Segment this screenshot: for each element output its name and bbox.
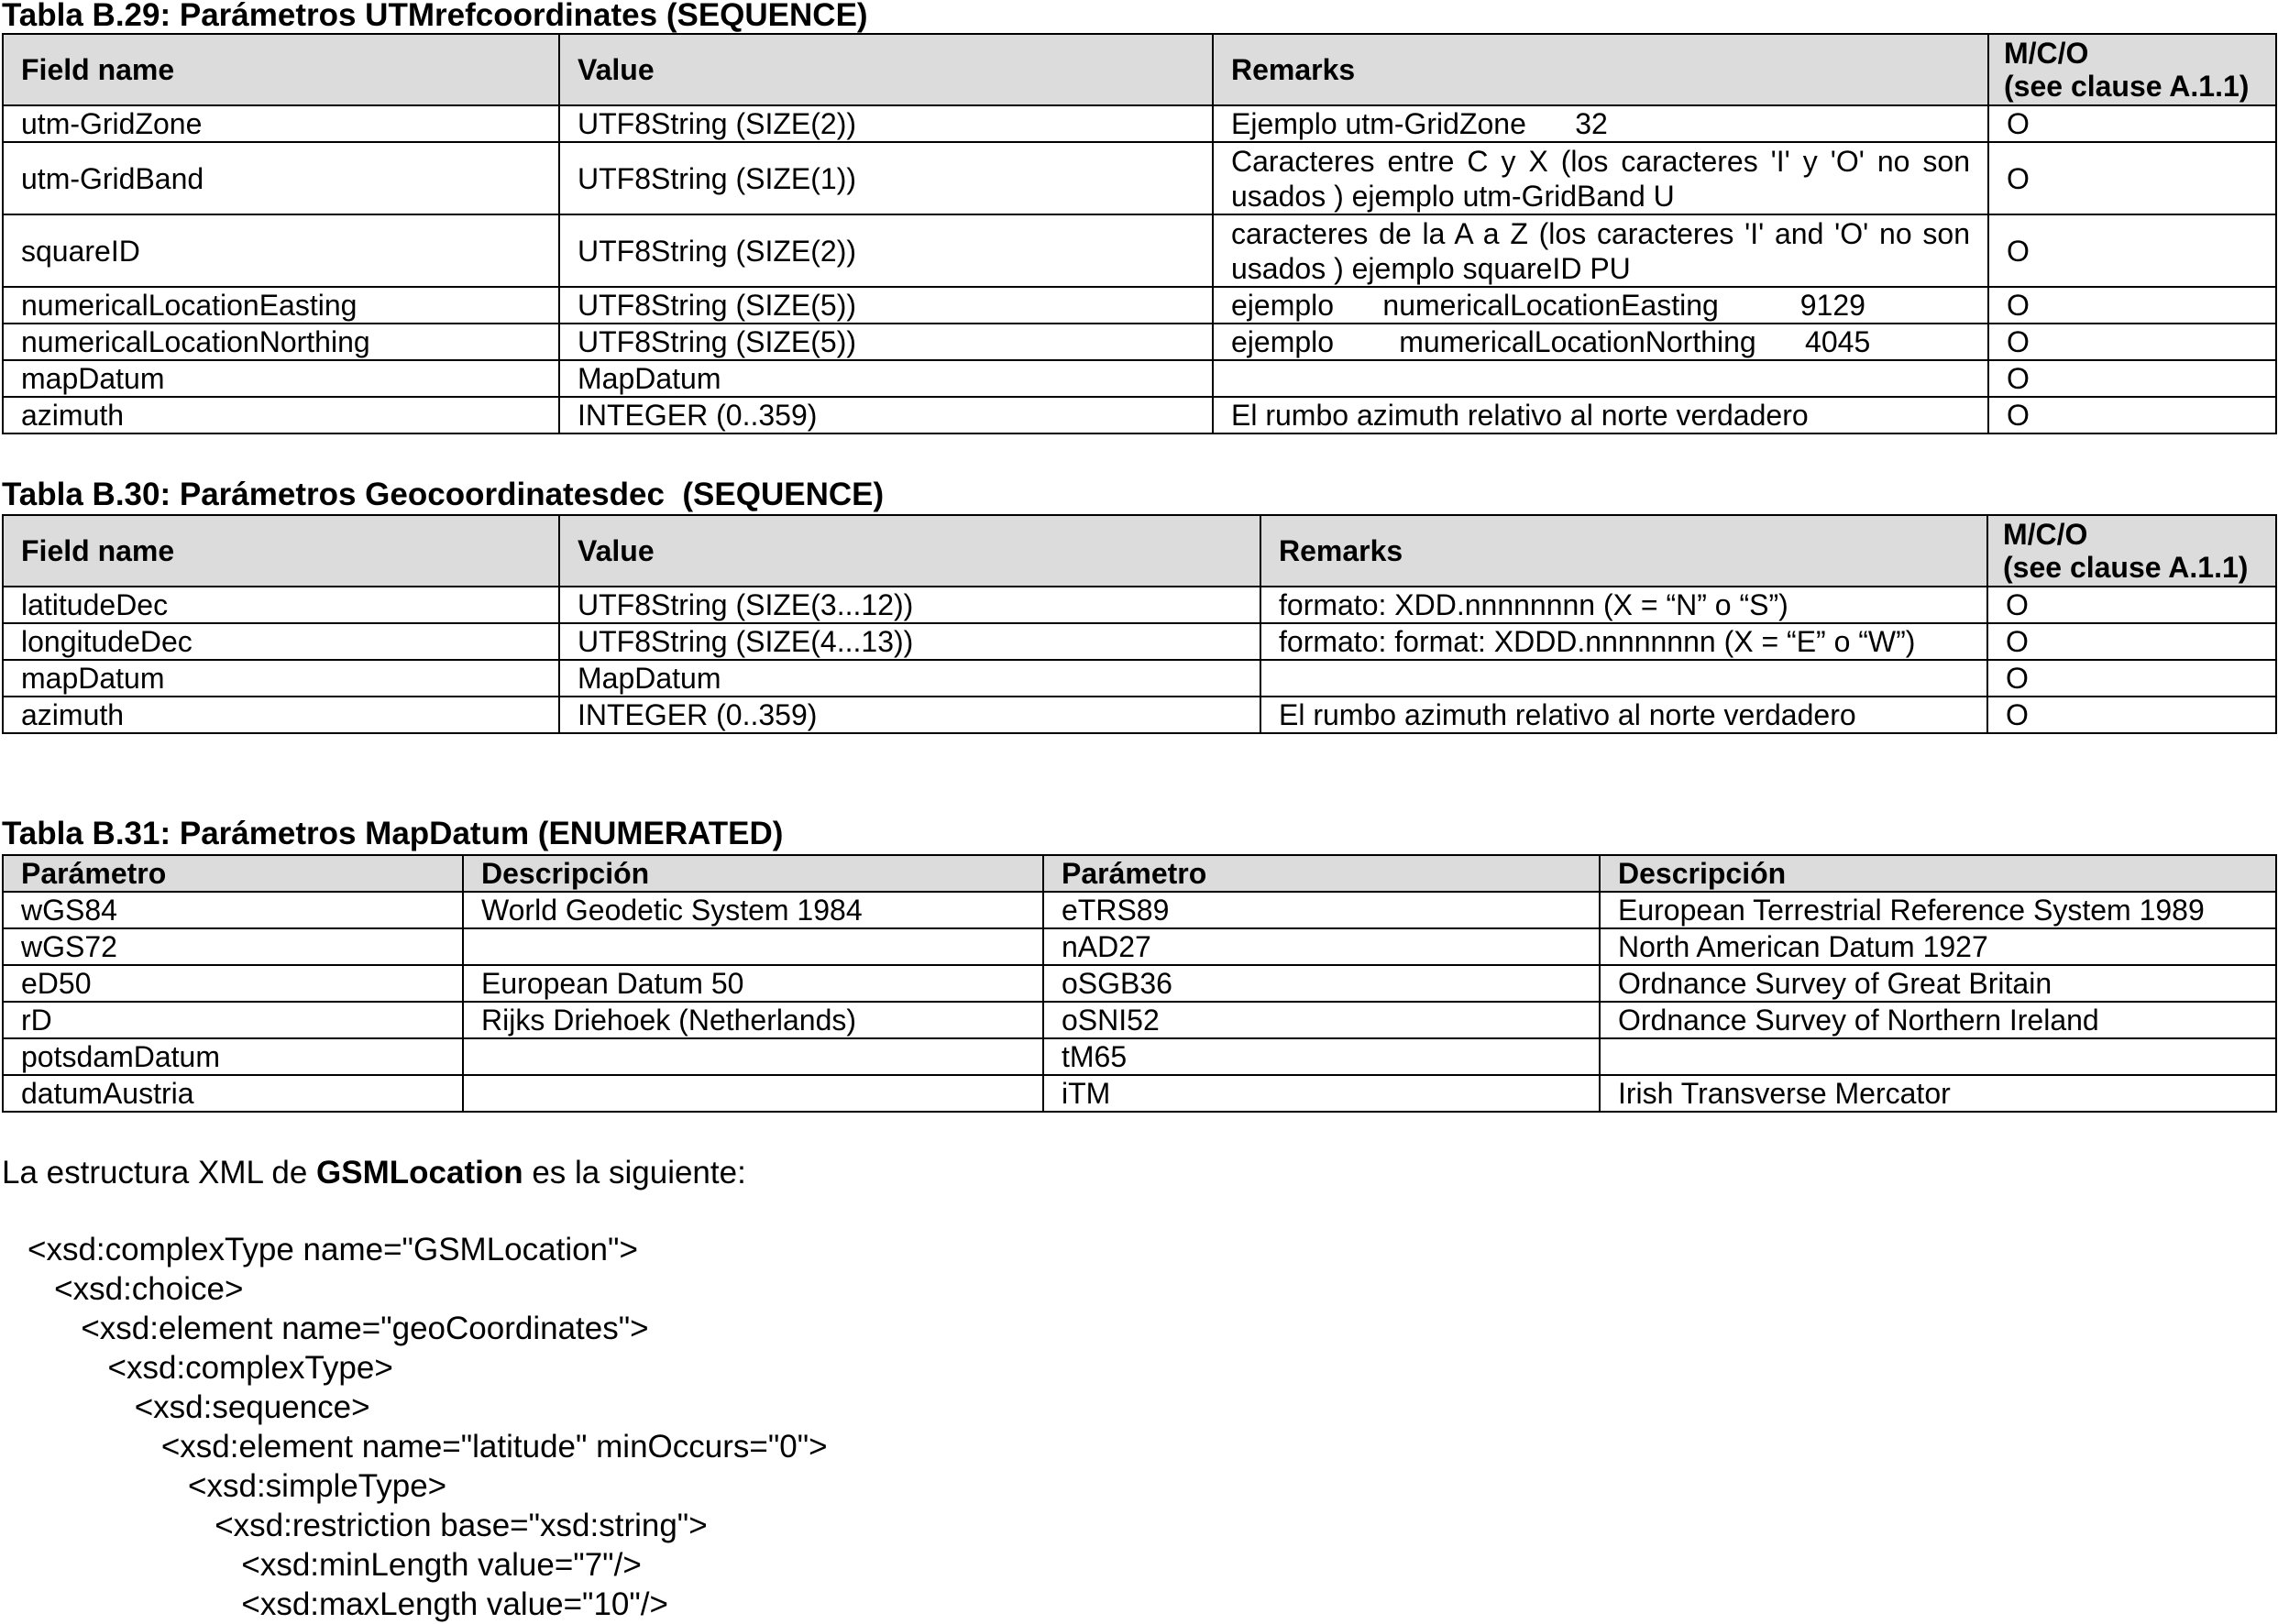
table-row	[3, 360, 2276, 397]
remarks-cell	[1213, 360, 1988, 397]
table-b30-caption: Tabla B.30: Parámetros Geocoordinatesdec (SEQUENCE)	[2, 477, 885, 512]
remarks-cell: caracteres de la A a Z (los caracteres 'I' and 'O' no son usados ) ejemplo squareID PU	[1213, 214, 1988, 287]
table-header-row	[3, 34, 2276, 105]
remarks-cell: ejemplo mumericalLocationNorthing 4045	[1213, 324, 1988, 360]
value-cell: UTF8String (SIZE(5))	[559, 287, 1213, 324]
column-header: Descripción	[1600, 855, 2276, 892]
field-name-cell: azimuth	[3, 697, 559, 733]
mco-cell: O	[1988, 214, 2276, 287]
value-cell: UTF8String (SIZE(2))	[559, 214, 1213, 287]
column-header: Parámetro	[3, 855, 463, 892]
table-b29	[2, 33, 2277, 434]
field-name-cell: longitudeDec	[3, 623, 559, 660]
mco-cell: O	[1987, 587, 2276, 623]
parameter-cell: oSNI52	[1043, 1002, 1600, 1038]
field-name-cell: numericalLocationEasting	[3, 287, 559, 324]
table-row	[3, 697, 2276, 733]
description-cell	[463, 1075, 1043, 1112]
table-row	[3, 587, 2276, 623]
mco-cell: O	[1987, 623, 2276, 660]
column-header: Value	[559, 515, 1260, 587]
parameter-cell: eTRS89	[1043, 892, 1600, 928]
code-line: <xsd:minLength value="7"/>	[28, 1547, 642, 1583]
xml-intro-paragraph	[2, 1155, 746, 1191]
remarks-cell	[1260, 660, 1987, 697]
value-cell: UTF8String (SIZE(5))	[559, 324, 1213, 360]
value-cell: UTF8String (SIZE(1))	[559, 142, 1213, 214]
value-cell: MapDatum	[559, 660, 1260, 697]
column-header: Descripción	[463, 855, 1043, 892]
value-cell: MapDatum	[559, 360, 1213, 397]
remarks-cell: El rumbo azimuth relativo al norte verdadero	[1213, 397, 1988, 433]
column-header: M/C/O (see clause A.1.1)	[1988, 34, 2276, 105]
intro-text: La estructura XML de	[2, 1155, 317, 1191]
value-cell: UTF8String (SIZE(4...13))	[559, 623, 1260, 660]
mco-cell: O	[1987, 697, 2276, 733]
code-line: <xsd:restriction base="xsd:string">	[28, 1508, 708, 1543]
column-header: Remarks	[1213, 34, 1988, 105]
remarks-cell: El rumbo azimuth relativo al norte verdadero	[1260, 697, 1987, 733]
table-b31-caption: Tabla B.31: Parámetros MapDatum (ENUMERATED)	[2, 816, 784, 851]
column-header: Field name	[3, 515, 559, 587]
column-header: Parámetro	[1043, 855, 1600, 892]
value-cell: UTF8String (SIZE(2))	[559, 105, 1213, 142]
table-row	[3, 660, 2276, 697]
table-header-row	[3, 855, 2276, 892]
intro-text: es la siguiente:	[523, 1155, 746, 1191]
description-cell	[463, 928, 1043, 965]
table-row	[3, 324, 2276, 360]
mco-cell: O	[1988, 105, 2276, 142]
column-header: Value	[559, 34, 1213, 105]
remarks-cell: formato: XDD.nnnnnnnn (X = “N” o “S”)	[1260, 587, 1987, 623]
code-line: <xsd:simpleType>	[28, 1468, 447, 1504]
column-header: Remarks	[1260, 515, 1987, 587]
table-row	[3, 928, 2276, 965]
code-line: <xsd:sequence>	[28, 1389, 370, 1425]
parameter-cell: wGS72	[3, 928, 463, 965]
table-row	[3, 892, 2276, 928]
description-cell	[1600, 1038, 2276, 1075]
table-row	[3, 287, 2276, 324]
field-name-cell: numericalLocationNorthing	[3, 324, 559, 360]
table-row	[3, 397, 2276, 433]
table-row	[3, 105, 2276, 142]
field-name-cell: mapDatum	[3, 660, 559, 697]
field-name-cell: azimuth	[3, 397, 559, 433]
description-cell	[463, 1038, 1043, 1075]
mco-cell: O	[1988, 287, 2276, 324]
parameter-cell: oSGB36	[1043, 965, 1600, 1002]
field-name-cell: mapDatum	[3, 360, 559, 397]
field-name-cell: squareID	[3, 214, 559, 287]
parameter-cell: eD50	[3, 965, 463, 1002]
table-row	[3, 623, 2276, 660]
parameter-cell: potsdamDatum	[3, 1038, 463, 1075]
code-line: <xsd:element name="geoCoordinates">	[28, 1311, 649, 1346]
table-row	[3, 1075, 2276, 1112]
parameter-cell: tM65	[1043, 1038, 1600, 1075]
column-header: Field name	[3, 34, 559, 105]
mco-cell: O	[1988, 324, 2276, 360]
table-row	[3, 214, 2276, 287]
column-header: M/C/O (see clause A.1.1)	[1987, 515, 2276, 587]
value-cell: INTEGER (0..359)	[559, 697, 1260, 733]
table-row	[3, 1038, 2276, 1075]
field-name-cell: latitudeDec	[3, 587, 559, 623]
table-row	[3, 142, 2276, 214]
remarks-cell: Ejemplo utm-GridZone 32	[1213, 105, 1988, 142]
parameter-cell: rD	[3, 1002, 463, 1038]
table-b29-caption: Tabla B.29: Parámetros UTMrefcoordinates (SEQUENCE)	[2, 0, 868, 33]
table-b31	[2, 854, 2277, 1113]
table-row	[3, 965, 2276, 1002]
description-cell: Ordnance Survey of Northern Ireland	[1600, 1002, 2276, 1038]
description-cell: Irish Transverse Mercator	[1600, 1075, 2276, 1112]
mco-cell: O	[1988, 142, 2276, 214]
table-b30	[2, 514, 2277, 734]
code-line: <xsd:complexType name="GSMLocation">	[28, 1232, 638, 1267]
remarks-cell: Caracteres entre C y X (los caracteres 'I' y 'O' no son usados ) ejemplo utm-GridBand U	[1213, 142, 1988, 214]
code-line: <xsd:element name="latitude" minOccurs="0">	[28, 1429, 828, 1465]
description-cell: Ordnance Survey of Great Britain	[1600, 965, 2276, 1002]
mco-cell: O	[1987, 660, 2276, 697]
description-cell: European Datum 50	[463, 965, 1043, 1002]
parameter-cell: iTM	[1043, 1075, 1600, 1112]
remarks-cell: formato: format: XDDD.nnnnnnnn (X = “E” o “W”)	[1260, 623, 1987, 660]
intro-keyword: GSMLocation	[316, 1155, 523, 1191]
parameter-cell: nAD27	[1043, 928, 1600, 965]
code-line: <xsd:maxLength value="10"/>	[28, 1586, 668, 1622]
code-line: <xsd:complexType>	[28, 1350, 393, 1386]
value-cell: INTEGER (0..359)	[559, 397, 1213, 433]
mco-cell: O	[1988, 360, 2276, 397]
parameter-cell: datumAustria	[3, 1075, 463, 1112]
table-row	[3, 1002, 2276, 1038]
code-line: <xsd:choice>	[28, 1271, 244, 1307]
description-cell: European Terrestrial Reference System 1989	[1600, 892, 2276, 928]
field-name-cell: utm-GridZone	[3, 105, 559, 142]
field-name-cell: utm-GridBand	[3, 142, 559, 214]
remarks-cell: ejemplo numericalLocationEasting 9129	[1213, 287, 1988, 324]
description-cell: Rijks Driehoek (Netherlands)	[463, 1002, 1043, 1038]
description-cell: World Geodetic System 1984	[463, 892, 1043, 928]
xml-code-block	[28, 1230, 828, 1624]
parameter-cell: wGS84	[3, 892, 463, 928]
table-header-row	[3, 515, 2276, 587]
value-cell: UTF8String (SIZE(3...12))	[559, 587, 1260, 623]
description-cell: North American Datum 1927	[1600, 928, 2276, 965]
mco-cell: O	[1988, 397, 2276, 433]
